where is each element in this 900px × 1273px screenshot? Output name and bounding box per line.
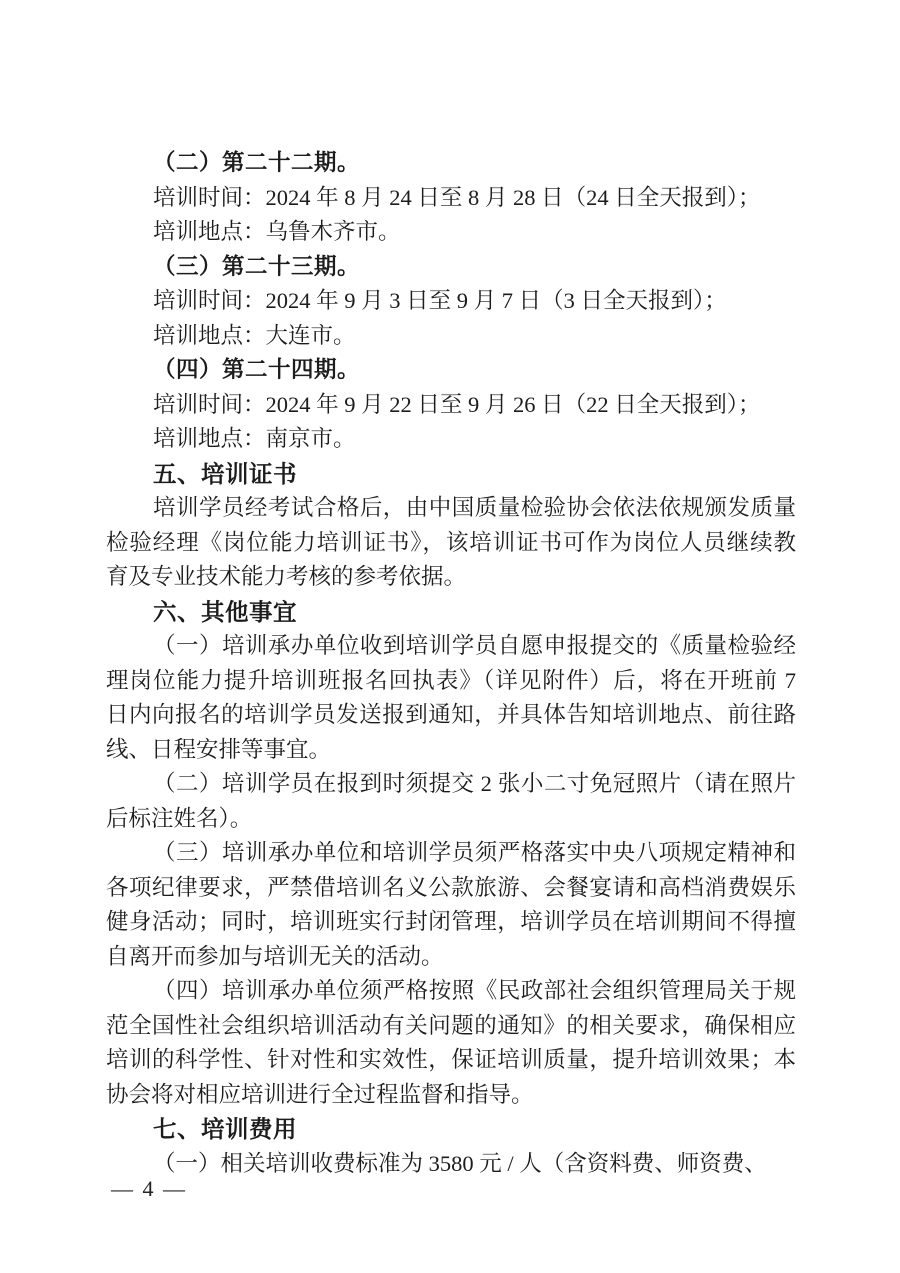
document-line: 育及专业技术能力考核的参考依据。 (106, 564, 467, 589)
document-line: 培训学员经考试合格后，由中国质量检验协会依法依规颁发质量 (153, 495, 796, 520)
document-line: 培训地点：大连市。 (153, 322, 356, 348)
section-heading (106, 595, 796, 630)
document-line: （四）第二十四期。 (153, 357, 361, 382)
document-line: 各项纪律要求，严禁借培训名义公款旅游、会餐宴请和高档消费娱乐 (106, 874, 796, 900)
paragraph (106, 181, 796, 216)
sub-heading (106, 146, 796, 181)
document-line: 范全国性社会组织培训活动有关问题的通知》的相关要求，确保相应 (106, 1012, 796, 1038)
paragraph (106, 319, 796, 354)
paragraph (106, 974, 796, 1112)
page-number: — 4 — (111, 1176, 187, 1201)
document-body (106, 146, 796, 1181)
document-line: 自离开而参加与培训无关的活动。 (106, 943, 444, 969)
section-heading (106, 1112, 796, 1147)
document-line: （二）培训学员在报到时须提交 2 张小二寸免冠照片（请在照片 (153, 771, 796, 796)
document-line: 日内向报名的培训学员发送报到通知，并具体告知培训地点、前往路 (106, 702, 796, 727)
document-line: 培训地点：乌鲁木齐市。 (153, 219, 401, 244)
paragraph (106, 388, 796, 423)
document-line: （三）第二十三期。 (153, 253, 361, 279)
paragraph (106, 629, 796, 767)
paragraph (106, 422, 796, 457)
document-line: （一）培训承办单位收到培训学员自愿申报提交的《质量检验经 (153, 633, 796, 658)
document-line: （一）相关培训收费标准为 3580 元 / 人（含资料费、师资费、 (153, 1150, 767, 1176)
sub-heading (106, 250, 796, 285)
document-line: （二）第二十二期。 (153, 150, 361, 175)
document-line: 培训地点：南京市。 (153, 426, 356, 451)
document-line: 检验经理《岗位能力培训证书》，该培训证书可作为岗位人员继续教 (106, 529, 796, 555)
document-line: 健身活动；同时，培训班实行封闭管理，培训学员在培训期间不得擅 (106, 909, 796, 934)
document-line: 培训时间：2024 年 8 月 24 日至 8 月 28 日（24 日全天报到）； (153, 184, 761, 210)
document-line: 线、日程安排等事宜。 (106, 736, 332, 762)
document-line: 后标注姓名）。 (106, 805, 253, 831)
paragraph (106, 284, 796, 319)
document-line: 六、其他事宜 (153, 598, 297, 625)
paragraph (106, 836, 796, 974)
paragraph (106, 215, 796, 250)
document-line: （三）培训承办单位和培训学员须严格落实中央八项规定精神和 (153, 840, 796, 865)
sub-heading (106, 353, 796, 388)
document-line: 理岗位能力提升培训班报名回执表》（详见附件）后，将在开班前 7 (106, 667, 796, 693)
document-line: （四）培训承办单位须严格按照《民政部社会组织管理局关于规 (153, 978, 796, 1003)
paragraph (106, 491, 796, 595)
document-line: 七、培训费用 (153, 1116, 297, 1142)
document-line: 培训时间：2024 年 9 月 22 日至 9 月 26 日（22 日全天报到）； (153, 391, 761, 417)
paragraph (106, 767, 796, 836)
paragraph (106, 1147, 796, 1182)
section-heading (106, 457, 796, 492)
document-line: 培训时间：2024 年 9 月 3 日至 9 月 7 日（3 日全天报到）； (153, 288, 727, 313)
document-line: 五、培训证书 (153, 460, 297, 487)
document-line: 培训的科学性、针对性和实效性，保证培训质量，提升培训效果；本 (106, 1047, 796, 1072)
document-line: 协会将对相应培训进行全过程监督和指导。 (106, 1081, 534, 1107)
